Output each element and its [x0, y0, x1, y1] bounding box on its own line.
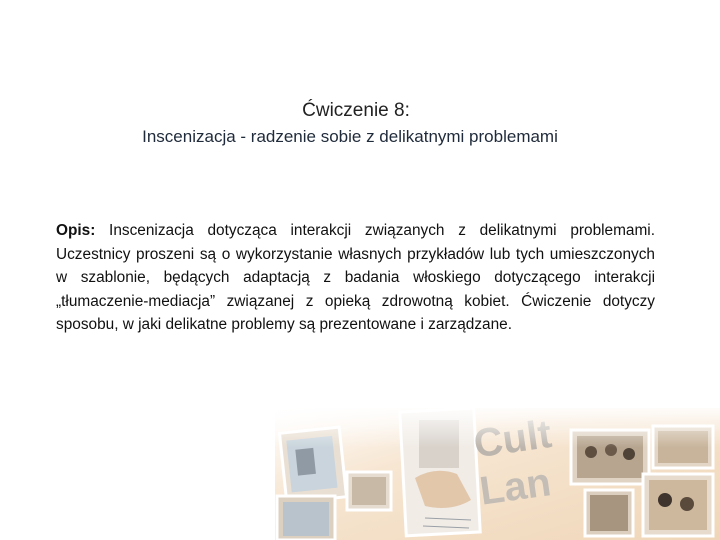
description-label: Opis:	[56, 222, 96, 239]
description-body: Inscenizacja dotycząca interakcji związanych z delikatnymi problemami. Uczestnicy proszeni są o wykorzystanie własnych przykładów lub tych umieszczonych w szablonie, będących adaptacją z badania włoskiego dotyczącego interakcji „tłumaczenie-mediacja” związanej z opieką zdrowotną kobiet. Ćwiczenie dotyczy sposobu, w jaki delikatne problemy są prezentowane i zarządzane.	[56, 222, 655, 334]
decorative-photo-collage	[275, 408, 720, 540]
slide-subtitle: Inscenizacja - radzenie sobie z delikatnymi problemami	[142, 127, 558, 146]
description-paragraph	[56, 219, 655, 337]
collage-top-fade	[275, 408, 720, 540]
slide-title: Ćwiczenie 8:	[302, 100, 410, 121]
